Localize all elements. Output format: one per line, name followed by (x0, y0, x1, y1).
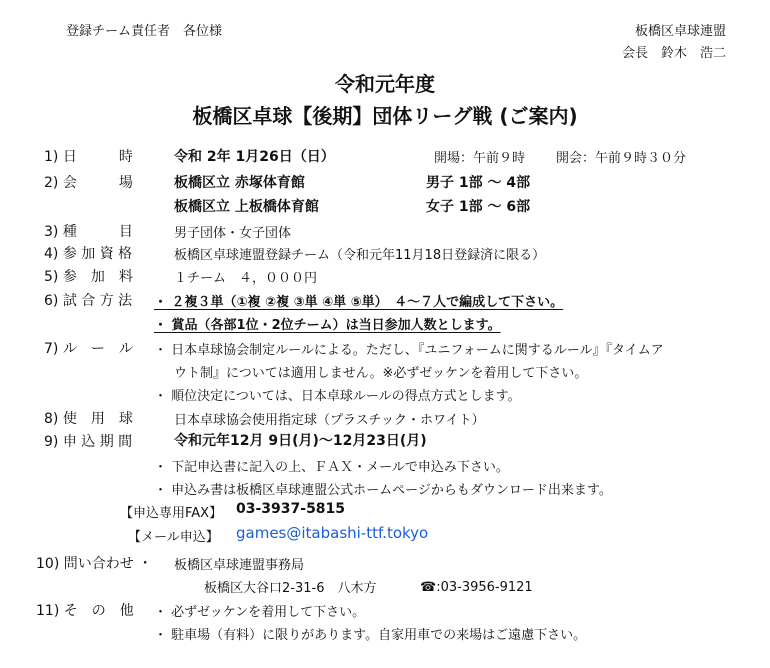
page-title: 板橋区卓球【後期】団体リーグ戦 (ご案内) (192, 104, 578, 128)
mail-address-link[interactable]: games@itabashi-ttf.tokyo (236, 524, 429, 542)
contact-organization: 板橋区卓球連盟事務局 (174, 558, 305, 573)
date-value: 令和 2年 1月26日（日） (174, 149, 335, 165)
venue-kamiitabashi-divisions: 女子 1部 ～ 6部 (426, 199, 531, 215)
entry-period-label: 9) 申 込 期 間 (44, 434, 133, 450)
title-year: 令和元年度 (335, 72, 435, 96)
telephone-icon: ☎ (420, 580, 437, 595)
rules-line-3: ・ 順位決定については、日本卓球ルールの得点方式とします。 (154, 389, 521, 404)
fax-number: 03-3937-5815 (236, 501, 346, 517)
fax-label: 【申込専用FAX】 (120, 506, 223, 521)
opening-time: 開会：午前９時３０分 (556, 151, 687, 166)
other-line-1: ・ 必ずゼッケンを着用して下さい。 (154, 605, 366, 620)
contact-phone (420, 576, 533, 595)
rules-label: 7) ル ー ル (44, 341, 133, 357)
other-label: 11) そ の 他 (36, 603, 134, 619)
other-line-2: ・ 駐車場（有料）に限りがあります。自家用車での来場はご遠慮下さい。 (154, 628, 587, 643)
category-label: 3) 種 目 (44, 224, 133, 240)
eligibility-value: 板橋区卓球連盟登録チーム（令和元年11月18日登録済に限る） (174, 248, 546, 263)
venue-akatsuka: 板橋区立 赤塚体育館 (174, 175, 305, 191)
format-line-2: ・ 賞品（各部1位・2位チーム）は当日参加人数とします。 (154, 318, 501, 333)
venue-label: 2) 会 場 (44, 175, 133, 191)
ball-value: 日本卓球協会使用指定球（プラスチック・ホワイト） (174, 413, 485, 428)
format-line-1: ・ ２複３単（①複 ②複 ③単 ④単 ⑤単） ４～７人で編成して下さい。 (154, 295, 564, 310)
entry-line-1: ・ 下記申込書に記入の上、ＦＡＸ・メールで申込み下さい。 (154, 460, 509, 475)
president-name: 会長 鈴木 浩二 (621, 46, 726, 61)
fee-label: 5) 参 加 料 (44, 269, 133, 285)
venue-akatsuka-divisions: 男子 1部 ～ 4部 (426, 175, 531, 191)
contact-label: 10) 問い合わせ ・ (36, 556, 153, 572)
mail-label: 【メール申込】 (128, 530, 219, 545)
format-label: 6) 試 合 方 法 (44, 293, 133, 309)
rules-line-1: ・ 日本卓球協会制定ルールによる。ただし、『ユニフォームに関するルール』『タイムア (154, 343, 664, 358)
organization-name: 板橋区卓球連盟 (634, 24, 726, 39)
entry-line-2: ・ 申込み書は板橋区卓球連盟公式ホームページからもダウンロード出来ます。 (154, 483, 612, 498)
venue-kamiitabashi: 板橋区立 上板橋体育館 (174, 199, 319, 215)
eligibility-label: 4) 参 加 資 格 (44, 246, 133, 262)
recipient-line: 登録チーム責任者 各位様 (66, 24, 223, 39)
rules-line-2: ウト制』については適用しません。※必ずゼッケンを着用して下さい。 (174, 366, 588, 381)
ball-label: 8) 使 用 球 (44, 411, 133, 427)
category-value: 男子団体・女子団体 (174, 226, 292, 241)
fee-value: １チーム ４，０００円 (174, 271, 318, 286)
open-doors-time: 開場：午前９時 (434, 151, 526, 166)
contact-address: 板橋区大谷口2-31-6 八木方 (204, 581, 377, 596)
entry-period-value: 令和元年12月 9日(月)～12月23日(月) (174, 433, 427, 449)
date-label: 1) 日 時 (44, 149, 133, 165)
contact-phone-number: :03-3956-9121 (436, 580, 533, 595)
